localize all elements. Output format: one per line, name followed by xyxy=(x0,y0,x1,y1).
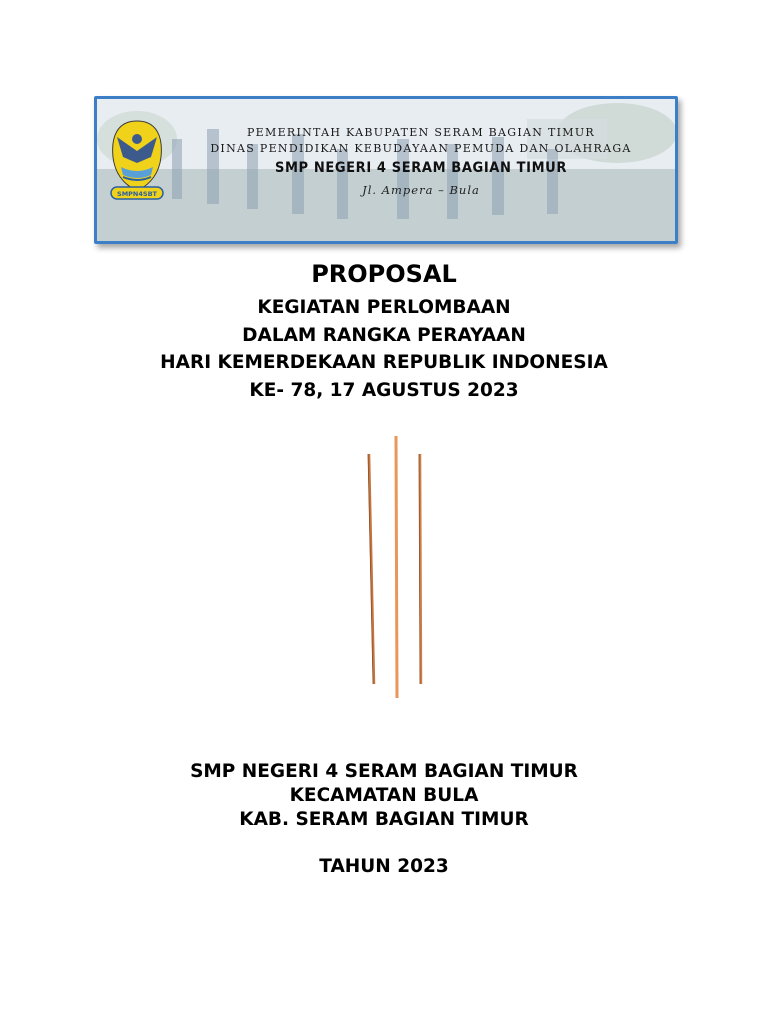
footer-line: KECAMATAN BULA xyxy=(289,785,479,806)
footer-line: SMP NEGERI 4 SERAM BAGIAN TIMUR xyxy=(190,761,578,782)
document-subtitle xyxy=(0,294,768,404)
subtitle-line: HARI KEMERDEKAAN REPUBLIK INDONESIA xyxy=(160,352,608,373)
department-line: DINAS PENDIDIKAN KEBUDAYAAN PEMUDA DAN OLAHRAGA xyxy=(210,142,632,155)
footer-institution xyxy=(0,760,768,832)
subtitle-line: DALAM RANGKA PERAYAAN xyxy=(242,324,526,346)
document-heading: PROPOSAL xyxy=(311,260,457,288)
decorative-bar xyxy=(369,454,374,684)
government-line: PEMERINTAH KABUPATEN SERAM BAGIAN TIMUR xyxy=(246,126,595,139)
school-name: SMP NEGERI 4 SERAM BAGIAN TIMUR xyxy=(274,160,568,176)
footer-year: TAHUN 2023 xyxy=(319,856,449,877)
subtitle-line: KE- 78, 17 AGUSTUS 2023 xyxy=(249,379,519,401)
letterhead xyxy=(94,96,678,244)
letterhead-text xyxy=(167,125,675,201)
logo-text: SMPN4SBT xyxy=(117,190,157,198)
school-address: Jl. Ampera – Bula xyxy=(362,183,480,197)
footer-line: KAB. SERAM BAGIAN TIMUR xyxy=(239,809,529,830)
decorative-bars xyxy=(360,432,432,704)
subtitle-line: KEGIATAN PERLOMBAAN xyxy=(257,297,511,318)
school-logo xyxy=(107,117,167,205)
decorative-bar xyxy=(396,436,397,698)
